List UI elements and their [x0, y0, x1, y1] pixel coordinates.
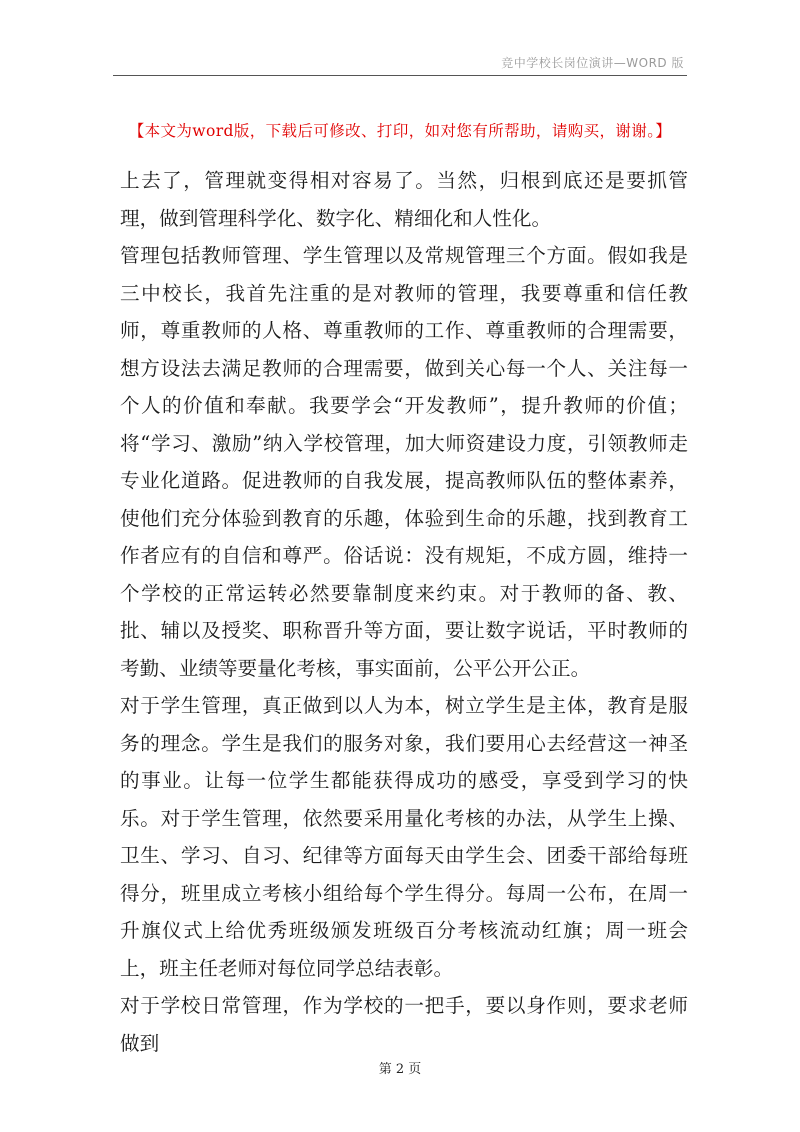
paragraph-student-management: 对于学生管理，真正做到以人为本，树立学生是主体，教育是服务的理念。学生是我们的服务对象，我们要用心去经营这一神圣的事业。让每一位学生都能获得成功的感受，享受到学习的快乐。对于学生管理，依然要采用量化考核的办法，从学生上操、卫生、学习、自习、纪律等方面每天由学生会、团委干部给每班得分，班里成立考核小组给每个学生得分。每周一公布，在周一升旗仪式上给优秀班级颁发班级百分考核流动红旗；周一班会上，班主任老师对每位同学总结表彰。: [120, 694, 688, 980]
paragraph-teacher-management: 管理包括教师管理、学生管理以及常规管理三个方面。假如我是三中校长，我首先注重的是对教师的管理，我要尊重和信任教师，尊重教师的人格、尊重教师的工作、尊重教师的合理需要，想方设法去满足教师的合理需要，做到关心每一个人、关注每一个人的价值和奉献。我要学会“开发教师”，提升教师的价值；将“学习、激励”纳入学校管理，加大师资建设力度，引领教师走专业化道路。促进教师的自我发展，提高教师队伍的整体素养，使他们充分体验到教育的乐趣，体验到生命的乐趣，找到教育工作者应有的自信和尊严。俗话说：没有规矩，不成方圆，维持一个学校的正常运转必然要靠制度来约束。对于教师的备、教、批、辅以及授奖、职称晋升等方面，要让数字说话，平时教师的考勤、业绩等要量化考核，事实面前，公平公开公正。: [120, 244, 688, 680]
paragraph-continuation: 上去了，管理就变得相对容易了。当然，归根到底还是要抓管理，做到管理科学化、数字化、精细化和人性化。: [120, 169, 688, 230]
body-text: [120, 162, 688, 1062]
download-notice: 【本文为word版，下载后可修改、打印，如对您有所帮助，请购买，谢谢。】: [128, 122, 672, 140]
page-number: 第 2 页: [378, 1062, 422, 1077]
running-header: 竞中学校长岗位演讲—WORD 版: [501, 56, 684, 70]
header-divider: [113, 75, 687, 76]
paragraph-daily-management: 对于学校日常管理，作为学校的一把手，要以身作则，要求老师做到: [120, 994, 688, 1055]
